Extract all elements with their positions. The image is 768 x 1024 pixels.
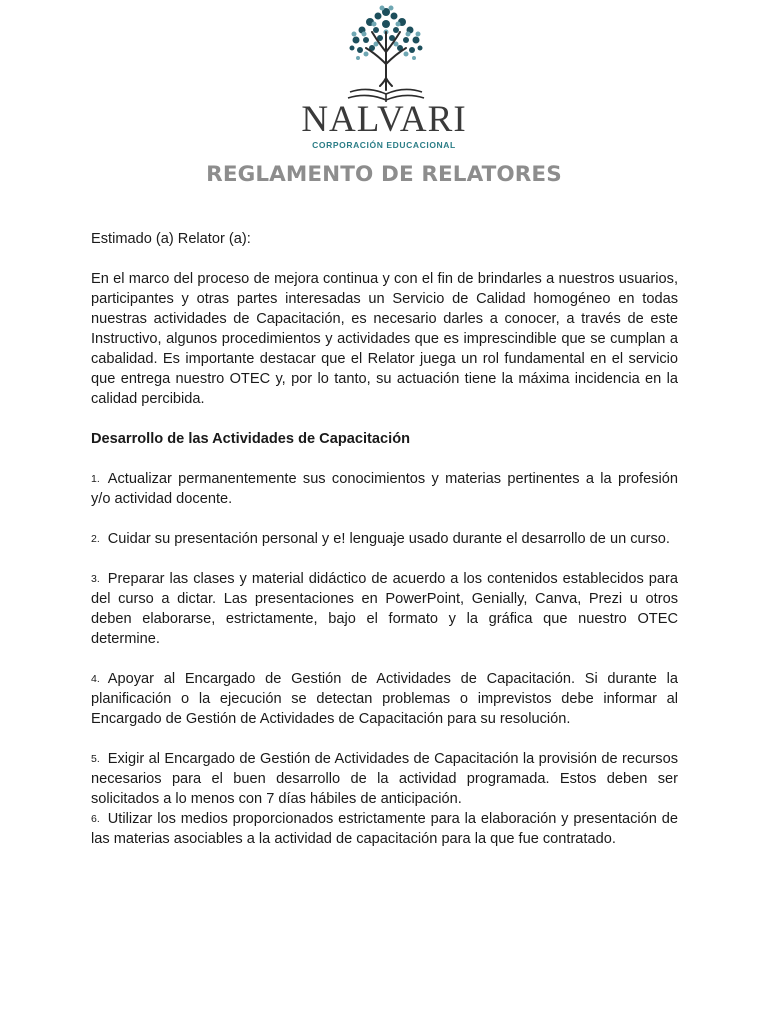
document-title: REGLAMENTO DE RELATORES [206,162,562,187]
brand-name: NALVARI [301,99,467,140]
list-item [91,669,678,729]
list-item-number: 3. [91,573,100,585]
list-item [91,809,678,849]
list-item-text: Utilizar los medios proporcionados estrictamente para la elaboración y presentación de las materias asociables a la actividad de capacitación para la que fue contratado. [91,811,678,847]
intro-paragraph: En el marco del proceso de mejora continua y con el fin de brindarles a nuestros usuarios, participantes y otras partes interesadas un Servicio de Calidad homogéneo en todas nuestras actividades de Capacitación, es necesario darles a conocer, a través de este Instructivo, algunos procedimientos y actividades que es imprescindible que se cumplan a cabalidad. Es importante destacar que el Relator juega un rol fundamental en el servicio que entrega nuestro OTEC y, por lo tanto, su actuación tiene la máxima incidencia en la calidad percibida. [91,271,678,407]
list-item-number: 4. [91,673,100,685]
list-item-number: 6. [91,813,100,825]
tree-book-icon [336,2,436,110]
document-body [91,229,678,869]
list-item-text: Exigir al Encargado de Gestión de Actividades de Capacitación la provisión de recursos necesarios para el buen desarrollo de la actividad programada. Estos deben ser solicitados a lo menos con 7 días hábiles de anticipación. [91,751,678,807]
greeting: Estimado (a) Relator (a): [91,231,251,247]
list-item [91,529,678,549]
list-item-text: Apoyar al Encargado de Gestión de Actividades de Capacitación. Si durante la planificación o la ejecución se detectan problemas o imprevistos debe informar al Encargado de Gestión de Actividades de Capacitación para su resolución. [91,671,678,727]
list-item [91,749,678,809]
brand-subtitle: CORPORACIÓN EDUCACIONAL [312,140,456,150]
logo [0,0,768,160]
list-item-number: 1. [91,473,100,485]
list-item-number: 2. [91,533,100,545]
list-item-text: Preparar las clases y material didáctico de acuerdo a los contenidos establecidos para del curso a dictar. Las presentaciones en PowerPoint, Genially, Canva, Prezi u otros deben elaborarse, estrictamente, bajo el formato y la gráfica que nuestro OTEC determine. [91,571,678,647]
list-item-number: 5. [91,753,100,765]
list-item-text: Actualizar permanentemente sus conocimientos y materias pertinentes a la profesión y/o actividad docente. [91,471,678,507]
list-item [91,569,678,649]
list-item [91,469,678,509]
list-item-text: Cuidar su presentación personal y e! lenguaje usado durante el desarrollo de un curso. [107,531,670,547]
section-heading: Desarrollo de las Actividades de Capacitación [91,431,411,447]
